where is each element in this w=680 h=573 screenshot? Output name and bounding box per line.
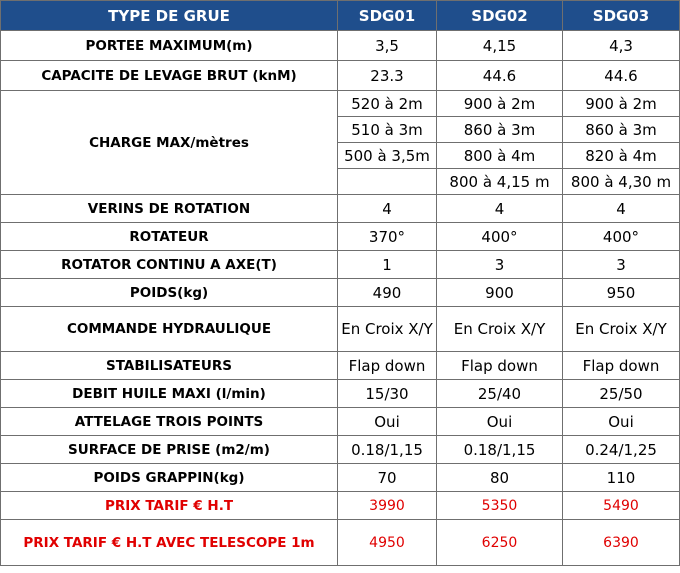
row-label: VERINS DE ROTATION <box>1 195 338 223</box>
cell-sdg02: Oui <box>437 408 563 436</box>
cell-sdg03: Oui <box>563 408 680 436</box>
cell-sdg03: 820 à 4m <box>563 143 680 169</box>
row-prix-telescope <box>1 520 680 566</box>
cell-sdg01: 23.3 <box>338 61 437 91</box>
price-sdg02: 5350 <box>437 492 563 520</box>
type-de-grue-header: TYPE DE GRUE <box>1 1 338 31</box>
cell-sdg01: 4 <box>338 195 437 223</box>
cell-sdg03: 44.6 <box>563 61 680 91</box>
row-debit <box>1 380 680 408</box>
row-rotateur <box>1 223 680 251</box>
row-label: PORTEE MAXIMUM(m) <box>1 31 338 61</box>
cell-sdg01: Flap down <box>338 352 437 380</box>
cell-sdg03: 4 <box>563 195 680 223</box>
row-label: DEBIT HUILE MAXI (l/min) <box>1 380 338 408</box>
cell-sdg01: 1 <box>338 251 437 279</box>
cell-sdg03: 800 à 4,30 m <box>563 169 680 195</box>
price-sdg03: 5490 <box>563 492 680 520</box>
row-label-charge: CHARGE MAX/mètres <box>1 91 338 195</box>
cell-sdg03: En Croix X/Y <box>563 307 680 352</box>
cell-sdg03: 110 <box>563 464 680 492</box>
row-label: POIDS(kg) <box>1 279 338 307</box>
model-sdg01-header: SDG01 <box>338 1 437 31</box>
cell-sdg01: 500 à 3,5m <box>338 143 437 169</box>
cell-sdg01: 70 <box>338 464 437 492</box>
price-telescope-sdg03: 6390 <box>563 520 680 566</box>
cell-sdg02: 400° <box>437 223 563 251</box>
price-telescope-sdg02: 6250 <box>437 520 563 566</box>
row-commande <box>1 307 680 352</box>
row-stabilisateurs <box>1 352 680 380</box>
cell-sdg02: 80 <box>437 464 563 492</box>
price-telescope-sdg01: 4950 <box>338 520 437 566</box>
cell-sdg03: 900 à 2m <box>563 91 680 117</box>
cell-sdg02: 4,15 <box>437 31 563 61</box>
cell-sdg02: 860 à 3m <box>437 117 563 143</box>
cell-sdg03: 3 <box>563 251 680 279</box>
cell-sdg02: En Croix X/Y <box>437 307 563 352</box>
cell-sdg01: 510 à 3m <box>338 117 437 143</box>
cell-sdg02: 900 à 2m <box>437 91 563 117</box>
row-label: CAPACITE DE LEVAGE BRUT (knM) <box>1 61 338 91</box>
model-sdg02-header: SDG02 <box>437 1 563 31</box>
table-header <box>1 1 680 31</box>
cell-sdg02: 800 à 4,15 m <box>437 169 563 195</box>
price-sdg01: 3990 <box>338 492 437 520</box>
cell-sdg03: 25/50 <box>563 380 680 408</box>
cell-sdg02: Flap down <box>437 352 563 380</box>
cell-sdg03: Flap down <box>563 352 680 380</box>
row-verins <box>1 195 680 223</box>
row-label: ATTELAGE TROIS POINTS <box>1 408 338 436</box>
cell-sdg02: 25/40 <box>437 380 563 408</box>
row-label: PRIX TARIF € H.T AVEC TELESCOPE 1m <box>1 520 338 566</box>
cell-sdg01: En Croix X/Y <box>338 307 437 352</box>
row-charge-1 <box>1 91 680 117</box>
cell-sdg01 <box>338 169 437 195</box>
cell-sdg03: 950 <box>563 279 680 307</box>
cell-sdg01: 15/30 <box>338 380 437 408</box>
row-label: SURFACE DE PRISE (m2/m) <box>1 436 338 464</box>
row-surface <box>1 436 680 464</box>
row-poids <box>1 279 680 307</box>
row-label: POIDS GRAPPIN(kg) <box>1 464 338 492</box>
row-portee <box>1 31 680 61</box>
row-grappin <box>1 464 680 492</box>
cell-sdg03: 4,3 <box>563 31 680 61</box>
cell-sdg01: 490 <box>338 279 437 307</box>
row-label: ROTATEUR <box>1 223 338 251</box>
row-rotator <box>1 251 680 279</box>
row-label: COMMANDE HYDRAULIQUE <box>1 307 338 352</box>
cell-sdg02: 0.18/1,15 <box>437 436 563 464</box>
row-prix <box>1 492 680 520</box>
cell-sdg01: 520 à 2m <box>338 91 437 117</box>
row-label: STABILISATEURS <box>1 352 338 380</box>
model-sdg03-header: SDG03 <box>563 1 680 31</box>
cell-sdg01: 3,5 <box>338 31 437 61</box>
cell-sdg03: 860 à 3m <box>563 117 680 143</box>
row-capacite <box>1 61 680 91</box>
table-body <box>1 31 680 566</box>
row-label: ROTATOR CONTINU A AXE(T) <box>1 251 338 279</box>
cell-sdg02: 44.6 <box>437 61 563 91</box>
cell-sdg01: Oui <box>338 408 437 436</box>
header-row <box>1 1 680 31</box>
cell-sdg03: 0.24/1,25 <box>563 436 680 464</box>
cell-sdg02: 3 <box>437 251 563 279</box>
cell-sdg03: 400° <box>563 223 680 251</box>
cell-sdg01: 0.18/1,15 <box>338 436 437 464</box>
row-attelage <box>1 408 680 436</box>
cell-sdg01: 370° <box>338 223 437 251</box>
cell-sdg02: 4 <box>437 195 563 223</box>
row-label: PRIX TARIF € H.T <box>1 492 338 520</box>
cell-sdg02: 800 à 4m <box>437 143 563 169</box>
cell-sdg02: 900 <box>437 279 563 307</box>
